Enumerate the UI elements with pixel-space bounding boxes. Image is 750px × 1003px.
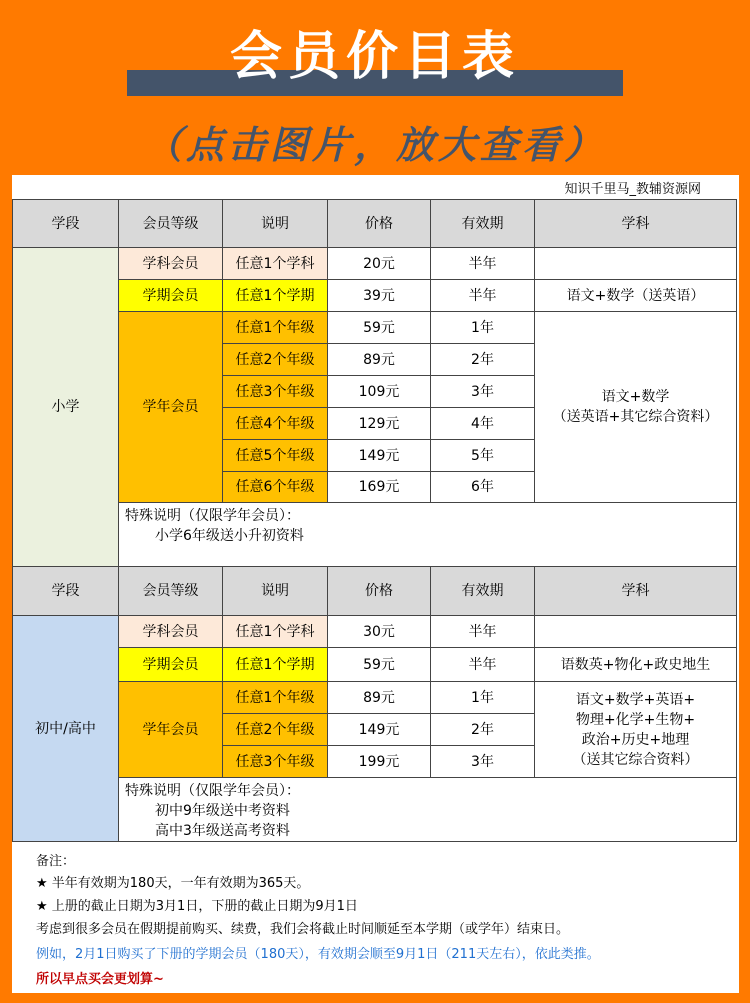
price-sheet [12, 175, 739, 993]
desc-cell: 任意1个年级 [223, 682, 328, 714]
special-note-line: 高中3年级送高考资料 [155, 823, 290, 839]
col-header-subject: 学科 [535, 567, 737, 616]
subject-line: 语文+数学 [601, 389, 670, 405]
desc-cell: 任意1个学期 [223, 648, 328, 682]
col-header-period: 有效期 [431, 567, 535, 616]
desc-cell: 任意2个年级 [223, 714, 328, 746]
note-tip: 所以早点买会更划算~ [36, 972, 164, 987]
period-cell: 2年 [431, 344, 535, 376]
subject-cell-empty [535, 616, 737, 648]
subject-line: 物理+化学+生物+ [575, 711, 696, 728]
price-cell: 129元 [328, 408, 431, 440]
period-cell: 3年 [431, 376, 535, 408]
desc-cell: 任意6个年级 [223, 472, 328, 503]
special-note-primary [119, 503, 737, 567]
period-cell: 6年 [431, 472, 535, 503]
page-subtitle: （点击图片，放大查看） [143, 123, 606, 167]
desc-cell: 任意1个年级 [223, 312, 328, 344]
price-cell: 20元 [328, 248, 431, 280]
period-cell: 半年 [431, 248, 535, 280]
period-cell: 1年 [431, 312, 535, 344]
period-cell: 2年 [431, 714, 535, 746]
price-cell: 149元 [328, 714, 431, 746]
price-cell: 59元 [328, 648, 431, 682]
price-cell: 169元 [328, 472, 431, 503]
period-cell: 半年 [431, 648, 535, 682]
level-year-member: 学年会员 [119, 682, 223, 778]
period-cell: 半年 [431, 280, 535, 312]
subject-cell-empty [535, 248, 737, 280]
subject-year-cell [535, 682, 737, 778]
col-header-subject: 学科 [535, 199, 737, 248]
level-term-member: 学期会员 [119, 280, 223, 312]
note-line: ★ 半年有效期为180天，一年有效期为365天。 [36, 876, 310, 891]
price-cell: 199元 [328, 746, 431, 778]
col-header-level: 会员等级 [119, 567, 223, 616]
col-header-price: 价格 [328, 199, 431, 248]
notes-heading: 备注： [36, 854, 76, 869]
desc-cell: 任意1个学科 [223, 616, 328, 648]
subject-term-cell: 语数英+物化+政史地生 [535, 648, 737, 682]
price-cell: 30元 [328, 616, 431, 648]
period-cell: 4年 [431, 408, 535, 440]
desc-cell: 任意1个学科 [223, 248, 328, 280]
col-header-period: 有效期 [431, 199, 535, 248]
credit-text: 知识千里马_教辅资源网 [564, 182, 701, 197]
note-line: ★ 上册的截止日期为3月1日，下册的截止日期为9月1日 [36, 899, 358, 914]
subject-line: 语文+数学+英语+ [575, 691, 696, 708]
period-cell: 1年 [431, 682, 535, 714]
level-term-member: 学期会员 [119, 648, 223, 682]
stage-secondary: 初中/高中 [12, 616, 119, 842]
subject-line: （送其它综合资料） [572, 751, 699, 768]
price-cell: 39元 [328, 280, 431, 312]
special-note-title: 特殊说明（仅限学年会员）： [125, 508, 300, 524]
period-cell: 5年 [431, 440, 535, 472]
level-subject-member: 学科会员 [119, 248, 223, 280]
special-note-secondary [119, 778, 737, 842]
subject-term-cell: 语文+数学（送英语） [535, 280, 737, 312]
col-header-stage: 学段 [12, 567, 119, 616]
price-cell: 59元 [328, 312, 431, 344]
col-header-desc: 说明 [223, 199, 328, 248]
stage-primary: 小学 [12, 248, 119, 567]
desc-cell: 任意2个年级 [223, 344, 328, 376]
desc-cell: 任意4个年级 [223, 408, 328, 440]
subject-line: 政治+历史+地理 [581, 731, 690, 748]
price-cell: 109元 [328, 376, 431, 408]
price-cell: 149元 [328, 440, 431, 472]
desc-cell: 任意3个年级 [223, 746, 328, 778]
period-cell: 3年 [431, 746, 535, 778]
col-header-desc: 说明 [223, 567, 328, 616]
page-title: 会员价目表 [229, 27, 520, 87]
credit-row [12, 175, 739, 199]
special-note-title: 特殊说明（仅限学年会员）： [125, 783, 300, 799]
subject-line: （送英语+其它综合资料） [552, 409, 719, 425]
special-note-line: 初中9年级送中考资料 [155, 803, 290, 819]
col-header-stage: 学段 [12, 199, 119, 248]
note-example: 例如，2月1日购买了下册的学期会员（180天），有效期会顺至9月1日（211天左右），依此类推。 [36, 947, 600, 962]
col-header-level: 会员等级 [119, 199, 223, 248]
subject-year-cell [535, 312, 737, 503]
level-subject-member: 学科会员 [119, 616, 223, 648]
level-year-member: 学年会员 [119, 312, 223, 503]
desc-cell: 任意1个学期 [223, 280, 328, 312]
col-header-price: 价格 [328, 567, 431, 616]
desc-cell: 任意3个年级 [223, 376, 328, 408]
period-cell: 半年 [431, 616, 535, 648]
price-cell: 89元 [328, 344, 431, 376]
desc-cell: 任意5个年级 [223, 440, 328, 472]
special-note-line: 小学6年级送小升初资料 [155, 528, 304, 544]
note-line: 考虑到很多会员在假期提前购买、续费，我们会将截止时间顺延至本学期（或学年）结束日。 [36, 922, 570, 937]
price-cell: 89元 [328, 682, 431, 714]
